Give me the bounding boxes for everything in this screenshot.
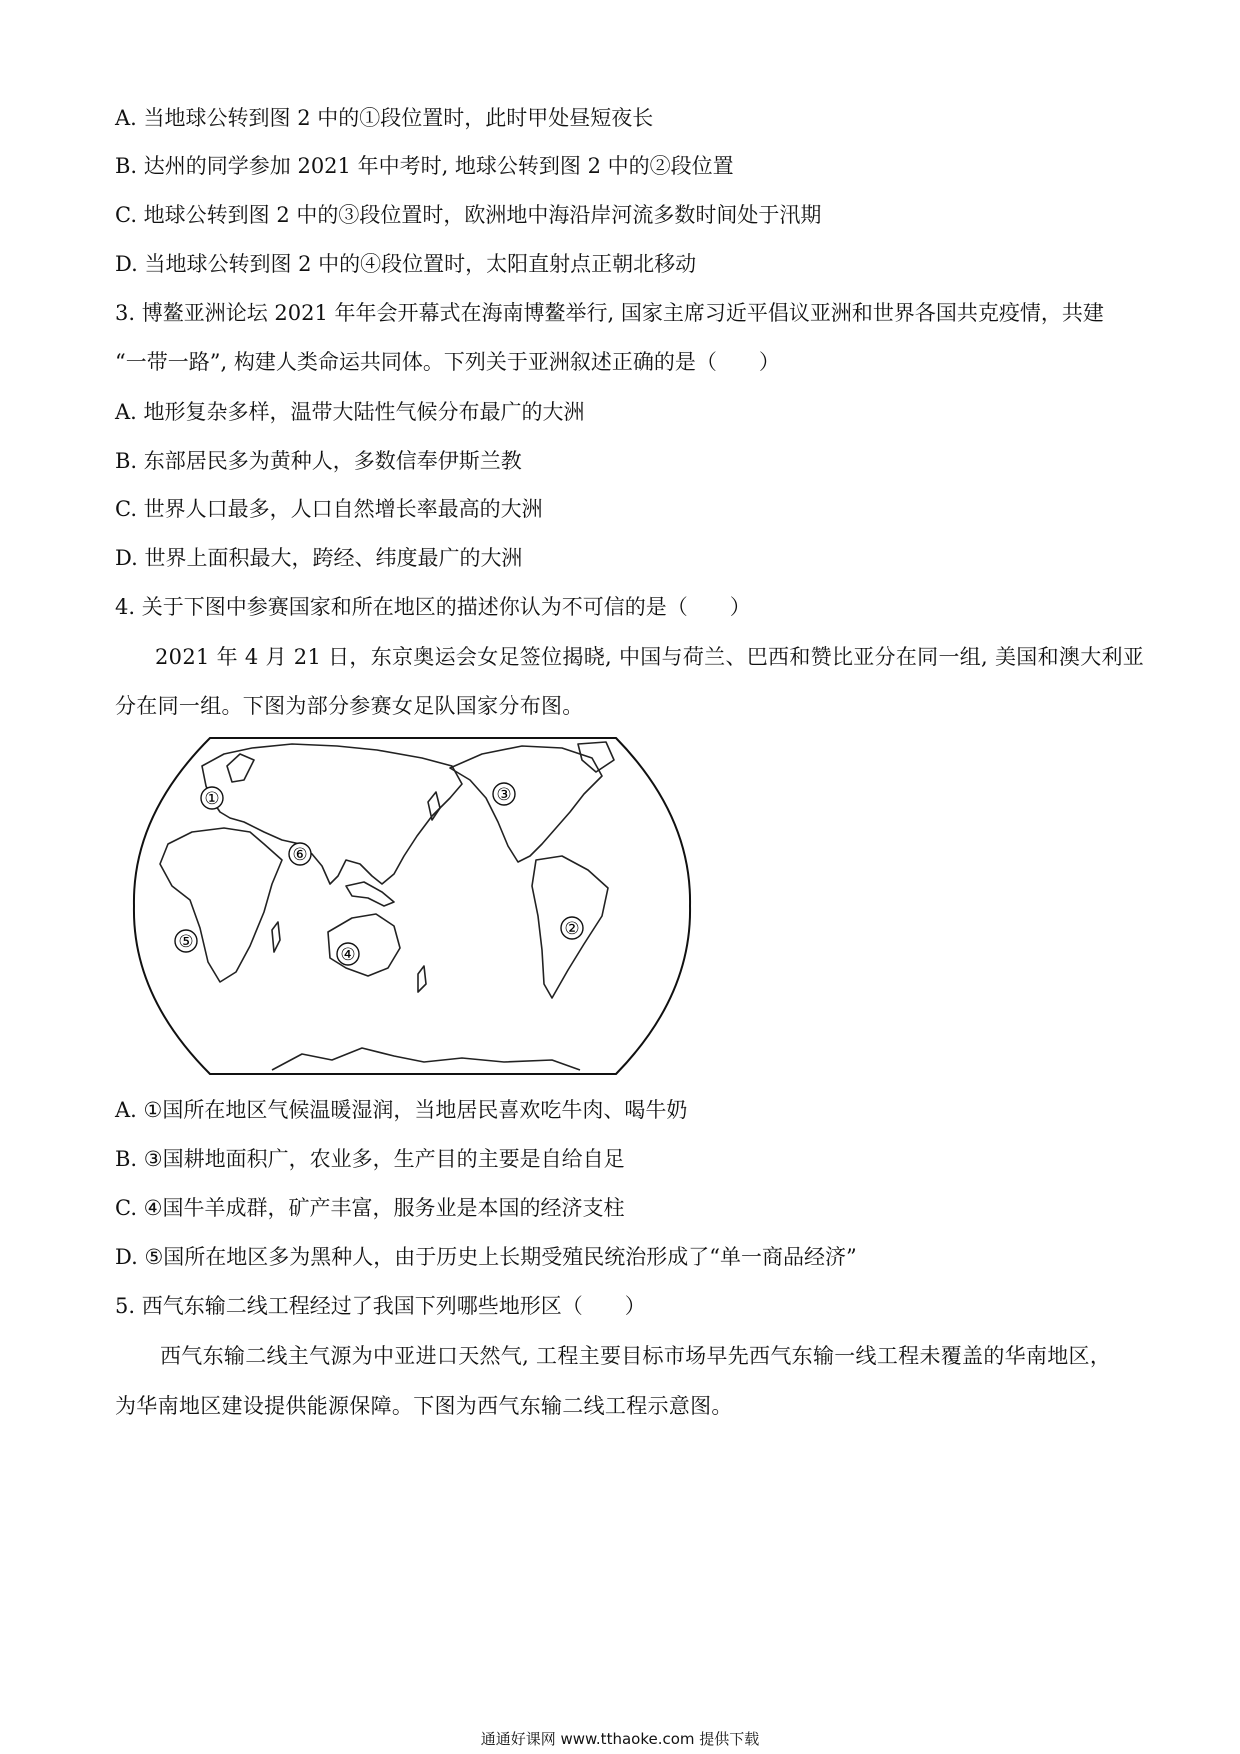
q4-stem: 4. 关于下图中参赛国家和所在地区的描述你认为不可信的是（ ） — [115, 595, 751, 619]
q3-option-a: A. 地形复杂多样，温带大陆性气候分布最广的大洲 — [115, 400, 585, 424]
q3-option-c: C. 世界人口最多，人口自然增长率最高的大洲 — [115, 497, 543, 521]
marker-1 — [201, 787, 223, 809]
marker-4 — [337, 943, 359, 965]
q4-option-c: C. ④国牛羊成群，矿产丰富，服务业是本国的经济支柱 — [115, 1196, 625, 1220]
q2-option-b: B. 达州的同学参加 2021 年中考时, 地球公转到图 2 中的②段位置 — [115, 154, 734, 178]
japan-outline — [428, 792, 440, 820]
eurasia-outline — [202, 744, 462, 884]
world-map-svg — [132, 736, 692, 1076]
new-zealand-outline — [418, 966, 426, 992]
svg-text:④: ④ — [340, 945, 356, 965]
q4-option-b: B. ③国耕地面积广，农业多，生产目的主要是自给自足 — [115, 1147, 625, 1171]
marker-2 — [561, 917, 583, 939]
scandinavia-outline — [227, 754, 254, 782]
sea-islands-outline — [346, 882, 394, 906]
africa-outline — [160, 828, 282, 982]
svg-text:②: ② — [564, 919, 580, 939]
svg-text:⑤: ⑤ — [178, 932, 194, 952]
q5-material-line2: 为华南地区建设提供能源保障。下图为西气东输二线工程示意图。 — [115, 1394, 733, 1418]
q4-material-line1: 2021 年 4 月 21 日，东京奥运会女足签位揭晓, 中国与荷兰、巴西和赞比亚分在同一组, 美国和澳大利亚 — [155, 645, 1145, 669]
q2-option-a: A. 当地球公转到图 2 中的①段位置时，此时甲处昼短夜长 — [115, 106, 654, 130]
q5-material-line1: 西气东输二线主气源为中亚进口天然气, 工程主要目标市场早先西气东输一线工程未覆盖的华南地区， — [160, 1344, 1112, 1368]
antarctica-outline — [272, 1048, 580, 1070]
svg-text:③: ③ — [496, 785, 512, 805]
madagascar-outline — [272, 922, 280, 952]
q2-option-c: C. 地球公转到图 2 中的③段位置时，欧洲地中海沿岸河流多数时间处于汛期 — [115, 203, 822, 227]
q3-stem-line2: “一带一路”, 构建人类命运共同体。下列关于亚洲叙述正确的是（ ） — [115, 350, 780, 374]
q4-option-a: A. ①国所在地区气候温暖湿润，当地居民喜欢吃牛肉、喝牛奶 — [115, 1098, 688, 1122]
q3-stem-line1: 3. 博鳌亚洲论坛 2021 年年会开幕式在海南博鳌举行, 国家主席习近平倡议亚洲和世界各国共克疫情，共建 — [115, 301, 1104, 325]
svg-text:①: ① — [204, 789, 220, 809]
world-map-figure — [132, 736, 692, 1076]
q3-option-b: B. 东部居民多为黄种人，多数信奉伊斯兰教 — [115, 449, 522, 473]
q4-option-d: D. ⑤国所在地区多为黑种人，由于历史上长期受殖民统治形成了“单一商品经济” — [115, 1245, 857, 1269]
marker-3 — [493, 783, 515, 805]
q2-option-d: D. 当地球公转到图 2 中的④段位置时，太阳直射点正朝北移动 — [115, 252, 697, 276]
q4-material-line2: 分在同一组。下图为部分参赛女足队国家分布图。 — [115, 694, 584, 718]
svg-text:⑥: ⑥ — [292, 845, 308, 865]
q5-stem: 5. 西气东输二线工程经过了我国下列哪些地形区（ ） — [115, 1294, 646, 1318]
north-america-outline — [450, 746, 602, 862]
greenland-outline — [578, 742, 614, 772]
q3-option-d: D. 世界上面积最大，跨经、纬度最广的大洲 — [115, 546, 523, 570]
marker-5 — [175, 930, 197, 952]
footer-watermark: 通通好课网 www.tthaoke.com 提供下载 — [480, 1730, 760, 1748]
australia-outline — [328, 914, 400, 976]
marker-6 — [289, 843, 311, 865]
